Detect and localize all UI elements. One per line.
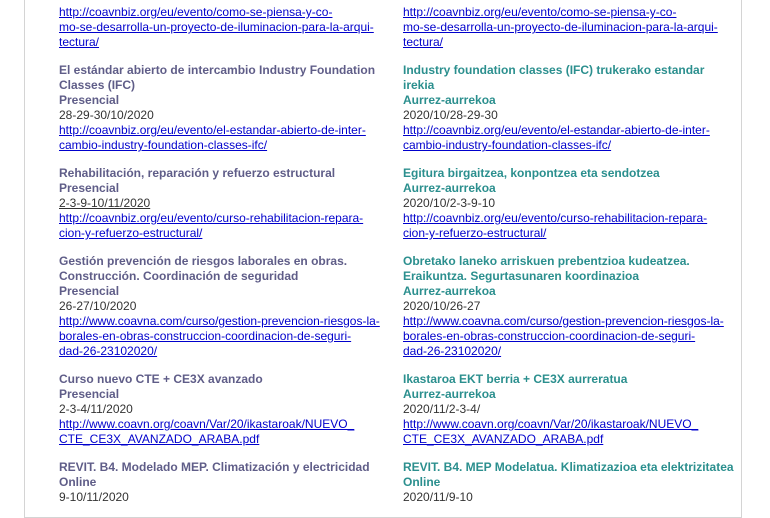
event-link[interactable]: http://www.coavn.org/coavn/Var/20/ikastaroak/NUEVO_ [403,417,699,431]
top-link-block-eu [403,5,738,50]
event-link[interactable]: cambio-industry-foundation-classes-ifc/ [403,138,612,152]
event-date: 2020/11/9-10 [403,490,473,504]
event-mode: Aurrez-aurrekoa [403,93,496,107]
event-item [59,166,394,241]
event-title: Curso nuevo CTE + CE3X avanzado [59,372,263,386]
top-link-block-es [59,5,394,50]
event-item [59,254,394,359]
event-title: Construcción. Coordinación de seguridad [59,269,299,283]
event-date: 9-10/11/2020 [59,490,129,504]
event-link[interactable]: http://coavnbiz.org/eu/evento/como-se-piensa-y-co- [403,5,677,19]
event-date: 26-27/10/2020 [59,299,137,313]
event-item [403,460,738,505]
event-title: Classes (IFC) [59,78,136,92]
event-title: irekia [403,78,435,92]
event-title: Egitura birgaitzea, konpontzea eta sendotzea [403,166,660,180]
event-link[interactable]: tectura/ [403,35,444,49]
event-link[interactable]: mo-se-desarrolla-un-proyecto-de-iluminacion-para-la-arqui- [403,20,718,34]
event-link[interactable]: borales-en-obras-construccion-coordinacion-de-seguri- [59,329,352,343]
event-title: Gestión prevención de riesgos laborales en obras. [59,254,348,268]
event-link[interactable]: http://coavnbiz.org/eu/evento/como-se-piensa-y-co- [59,5,333,19]
event-item [59,460,394,505]
event-item [59,372,394,447]
event-item [403,372,738,447]
event-link[interactable]: dad-26-23102020/ [59,344,158,358]
event-date: 2020/11/2-3-4/ [403,402,481,416]
event-date: 2020/10/26-27 [403,299,481,313]
event-mode: Online [59,475,97,489]
event-mode: Online [403,475,441,489]
event-mode: Presencial [59,387,120,401]
event-link[interactable]: http://coavnbiz.org/eu/evento/el-estandar-abierto-de-inter- [403,123,710,137]
event-date: 2020/10/2-3-9-10 [403,196,496,210]
event-date: 2-3-4/11/2020 [59,402,133,416]
event-mode: Aurrez-aurrekoa [403,284,496,298]
event-link[interactable]: http://www.coavna.com/curso/gestion-prevencion-riesgos-la- [59,314,380,328]
event-mode: Presencial [59,284,120,298]
event-link[interactable]: CTE_CE3X_AVANZADO_ARABA.pdf [59,432,260,446]
event-date: 2020/10/28-29-30 [403,108,498,122]
event-date: 2-3-9-10/11/2020 [59,196,151,210]
event-date: 28-29-30/10/2020 [59,108,154,122]
event-mode: Aurrez-aurrekoa [403,181,496,195]
event-link[interactable]: tectura/ [59,35,100,49]
event-link[interactable]: cion-y-refuerzo-estructural/ [403,226,547,240]
event-link[interactable]: cion-y-refuerzo-estructural/ [59,226,203,240]
event-link[interactable]: http://www.coavn.org/coavn/Var/20/ikastaroak/NUEVO_ [59,417,355,431]
event-item [403,254,738,359]
event-link[interactable]: mo-se-desarrolla-un-proyecto-de-iluminacion-para-la-arqui- [59,20,374,34]
event-link[interactable]: http://coavnbiz.org/eu/evento/curso-rehabilitacion-repara- [59,211,364,225]
event-title: Obretako laneko arriskuen prebentzioa kudeatzea. [403,254,690,268]
event-title: Rehabilitación, reparación y refuerzo estructural [59,166,336,180]
event-link[interactable]: dad-26-23102020/ [403,344,502,358]
event-link[interactable]: http://www.coavna.com/curso/gestion-prevencion-riesgos-la- [403,314,724,328]
event-link[interactable]: http://coavnbiz.org/eu/evento/el-estandar-abierto-de-inter- [59,123,366,137]
event-link[interactable]: borales-en-obras-construccion-coordinacion-de-seguri- [403,329,696,343]
event-item [59,63,394,153]
event-item [403,63,738,153]
event-mode: Aurrez-aurrekoa [403,387,496,401]
event-link[interactable]: http://coavnbiz.org/eu/evento/curso-rehabilitacion-repara- [403,211,708,225]
event-title: El estándar abierto de intercambio Industry Foundation [59,63,376,77]
event-title: Industry foundation classes (IFC) trukerako estandar [403,63,705,77]
event-title: REVIT. B4. MEP Modelatua. Klimatizazioa eta elektrizitatea [403,460,734,474]
event-link[interactable]: CTE_CE3X_AVANZADO_ARABA.pdf [403,432,604,446]
event-item [403,166,738,241]
event-mode: Presencial [59,181,120,195]
event-title: Ikastaroa EKT berria + CE3X aurreratua [403,372,628,386]
event-title: REVIT. B4. Modelado MEP. Climatización y electricidad [59,460,370,474]
event-link[interactable]: cambio-industry-foundation-classes-ifc/ [59,138,268,152]
event-mode: Presencial [59,93,120,107]
event-title: Eraikuntza. Segurtasunaren koordinazioa [403,269,640,283]
